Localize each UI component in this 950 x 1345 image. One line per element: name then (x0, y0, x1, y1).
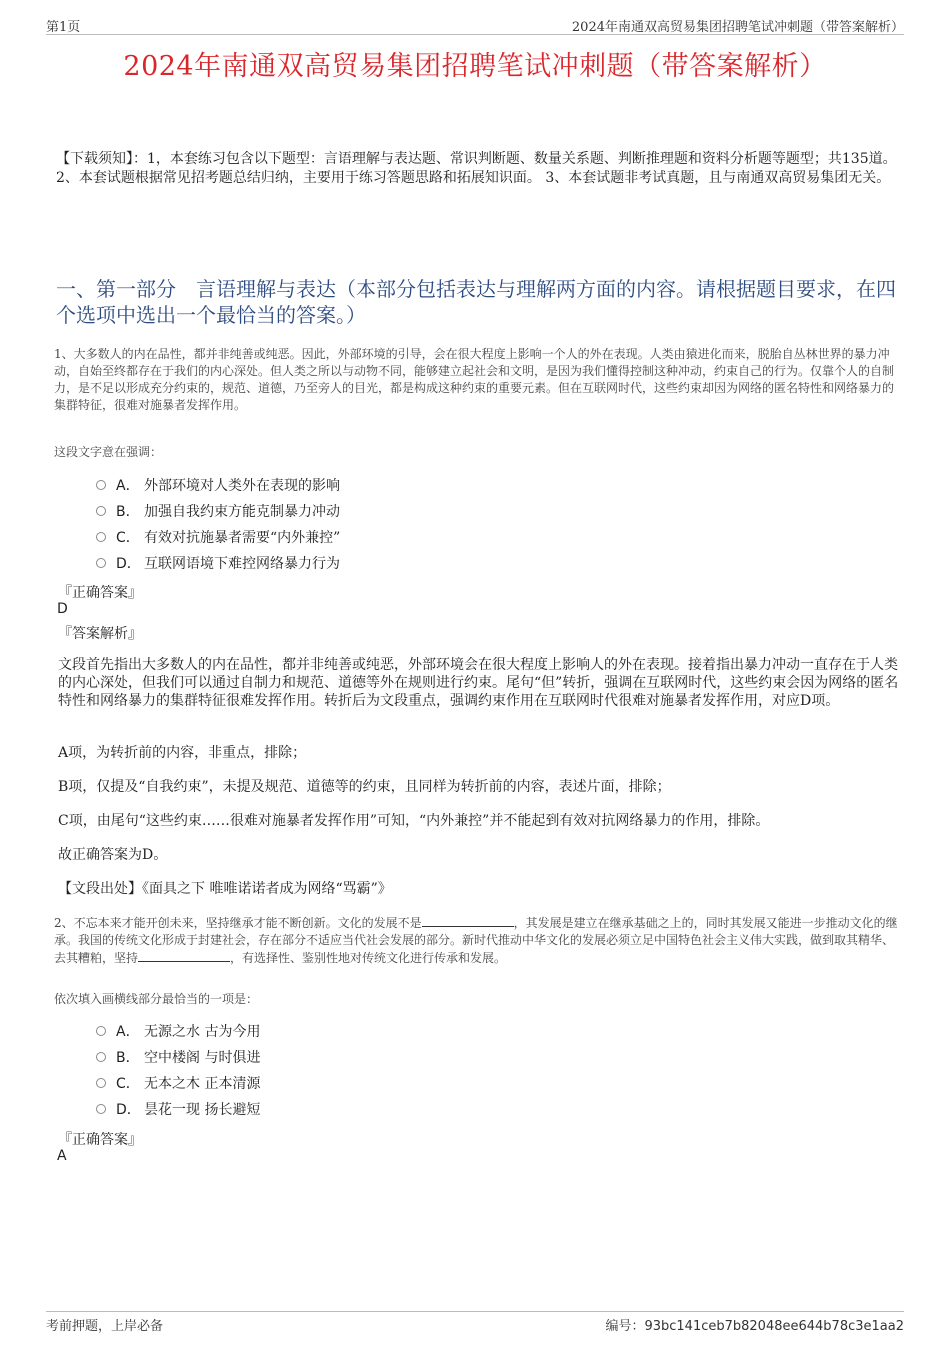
question-2-text: 2、不忘本来才能开创未来，坚持继承才能不断创新。文化的发展不是 ，其发展是建立在继承基础之上的，同时其发展又能进一步推动文化的继承。我国的传统文化形成于封建社会，存在部分不适应当代社会发展的部分。新时代推动中华文化的发展必须立足中国特色社会主义伟大实践，做到取其精华、去其糟粕，坚持 ，有选择性、鉴别性地对传统文化进行传承和发展。 (54, 916, 898, 965)
header-doc-title: 2024年南通双高贸易集团招聘笔试冲刺题（带答案解析） (571, 20, 904, 35)
question-1-answer-label: 『正确答案』 (58, 585, 142, 601)
question-1-analysis-label: 『答案解析』 (58, 626, 142, 642)
radio-icon[interactable] (96, 1104, 106, 1114)
question-1-analysis-paragraph: 文段首先指出大多数人的内在品性，都并非纯善或纯恶，外部环境会在很大程度上影响人的外在表现。接着指出暴力冲动一直存在于人类的内心深处，但我们可以通过自制力和规范、道德等外在规则进行约束。尾句“但”转折，强调在互联网时代，这些约束会因为网络的匿名特性和网络暴力的集群特征很难发挥作用。转折后为文段重点，强调约束作用在互联网时代很难对施暴者发挥作用，对应D项。 (58, 657, 899, 709)
page-header (46, 14, 904, 35)
page-number: 第1页 (46, 20, 81, 35)
radio-icon[interactable] (96, 480, 106, 490)
question-1-analysis-a: A项，为转折前的内容，非重点，排除； (58, 745, 307, 761)
question-1-prompt: 这段文字意在强调： (54, 445, 163, 459)
radio-icon[interactable] (96, 1026, 106, 1036)
radio-icon[interactable] (96, 532, 106, 542)
fill-blank-1 (422, 914, 514, 927)
question-1-text: 1、大多数人的内在品性，都并非纯善或纯恶。因此，外部环境的引导，会在很大程度上影响一个人的外在表现。人类由猿进化而来，脱胎自丛林世界的暴力冲动，自始至终都存在于我们的内心深处。但人类之所以与动物不同，能够建立起社会和文明，是因为我们懂得控制这种冲动，约束自己的行为。仅靠个人的自制力，是不足以形成充分约束的，规范、道德，乃至旁人的目光，都是构成这种约束的重要元素。但在互联网时代，这些约束却因为网络的匿名特性和网络暴力的集群特征，很难对施暴者发挥作用。 (54, 347, 895, 412)
document-title: 2024年南通双高贸易集团招聘笔试冲刺题（带答案解析） (123, 51, 827, 82)
download-notice: 【下载须知】：1，本套练习包含以下题型：言语理解与表达题、常识判断题、数量关系题、判断推理题和资料分析题等题型；共135道。 2、本套试题根据常见招考题总结归纳，主要用于练习答题思路和拓展知识面。 3、本套试题非考试真题，且与南通双高贸易集团无关。 (56, 151, 897, 186)
question-1-analysis-c: C项，由尾句“这些约束……很难对施暴者发挥作用”可知，“内外兼控”并不能起到有效对抗网络暴力的作用，排除。 (58, 813, 770, 829)
question-2-answer: A (57, 1148, 67, 1164)
question-1-option-c[interactable]: C． 有效对抗施暴者需要“内外兼控” (96, 528, 340, 548)
question-1-option-b[interactable]: B． 加强自我约束方能克制暴力冲动 (96, 502, 340, 522)
radio-icon[interactable] (96, 1052, 106, 1062)
section-title: 一、第一部分 言语理解与表达（本部分包括表达与理解两方面的内容。请根据题目要求，在四个选项中选出一个最恰当的答案。） (56, 277, 896, 327)
fill-blank-2 (138, 949, 230, 962)
question-2-option-b[interactable]: B． 空中楼阁 与时俱进 (96, 1048, 260, 1068)
question-2-option-d[interactable]: D． 昙花一现 扬长避短 (96, 1100, 260, 1120)
question-1-analysis-b: B项，仅提及“自我约束”，未提及规范、道德等的约束，且同样为转折前的内容，表述片面，排除； (58, 779, 671, 795)
question-1-source: 【文段出处】《面具之下 唯唯诺诺者成为网络“骂霸”》 (58, 881, 392, 897)
radio-icon[interactable] (96, 506, 106, 516)
radio-icon[interactable] (96, 558, 106, 568)
question-2-prompt: 依次填入画横线部分最恰当的一项是： (54, 992, 259, 1006)
footer-code: 编号：93bc141ceb7b82048ee644b78c3e1aa2 (605, 1319, 904, 1334)
question-2-answer-label: 『正确答案』 (58, 1132, 142, 1148)
footer-slogan: 考前押题，上岸必备 (46, 1319, 164, 1334)
question-1-answer: D (57, 601, 68, 617)
question-1-option-a[interactable]: A． 外部环境对人类外在表现的影响 (96, 476, 340, 496)
radio-icon[interactable] (96, 1078, 106, 1088)
question-1-option-d[interactable]: D． 互联网语境下难控网络暴力行为 (96, 554, 340, 574)
page-footer (46, 1311, 904, 1332)
question-1-conclusion: 故正确答案为D。 (58, 847, 168, 863)
question-2-option-c[interactable]: C． 无本之木 正本清源 (96, 1074, 260, 1094)
question-2-option-a[interactable]: A． 无源之水 古为今用 (96, 1022, 260, 1042)
